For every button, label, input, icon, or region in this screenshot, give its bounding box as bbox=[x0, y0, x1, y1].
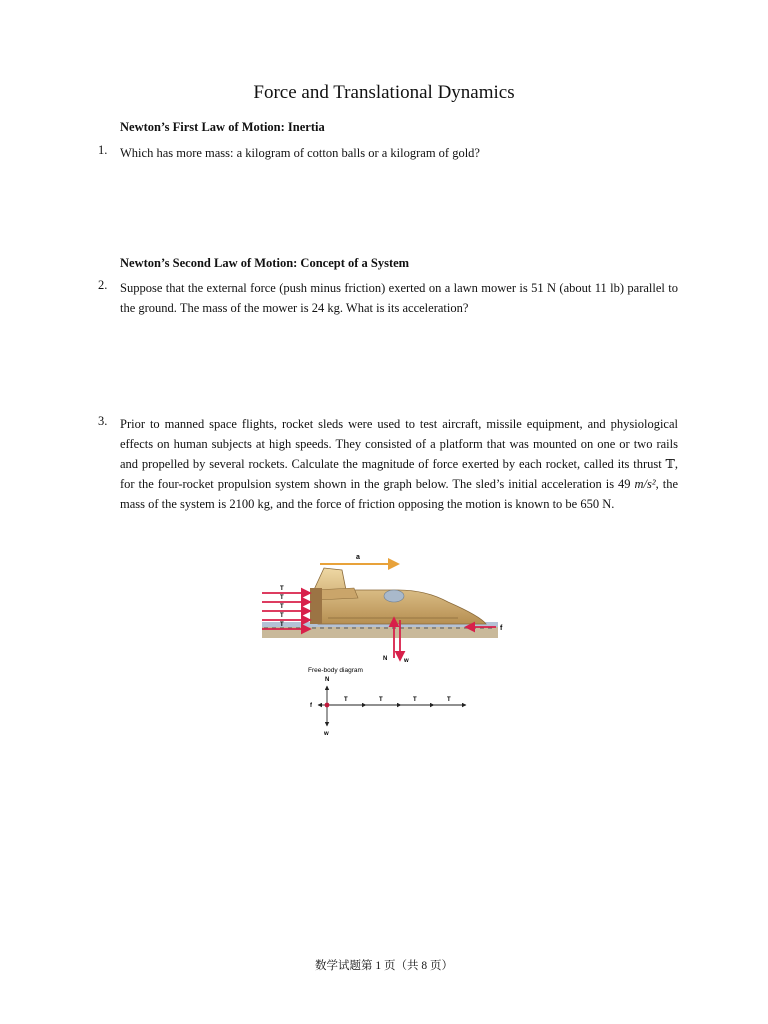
question-number: 3. bbox=[98, 414, 108, 428]
question-2 bbox=[98, 278, 678, 318]
question-number: 2. bbox=[98, 278, 108, 292]
question-text bbox=[120, 414, 678, 514]
thrust-label: T bbox=[280, 613, 284, 619]
fbd-thrust-label: T bbox=[447, 697, 451, 703]
question-number: 1. bbox=[98, 143, 108, 157]
question-text-part-a: Prior to manned space flights, rocket sleds were used to test aircraft, missile equipment, and physiological effects on human subjects at high speeds. They consisted of a platform that was mounted on one or two rails and propelled by several rockets. Calculate the magnitude of force exerted by each rocket, called its thrust 𝕋, for the four-rocket propulsion system shown in the graph below. The sled’s initial acceleration is 49 bbox=[120, 417, 678, 491]
question-text: Suppose that the external force (push minus friction) exerted on a lawn mower is 51 N (about 11 lb) parallel to the ground. The mass of the mower is 24 kg. What is its acceleration? bbox=[120, 281, 678, 315]
rocket-sled-figure bbox=[258, 546, 508, 738]
friction-label: f bbox=[500, 625, 503, 632]
fbd-friction-label: f bbox=[310, 703, 312, 709]
cockpit-canopy bbox=[384, 590, 404, 602]
rocket-pack bbox=[310, 588, 322, 624]
fbd-point-mass bbox=[325, 703, 330, 708]
thrust-label: T bbox=[280, 604, 284, 610]
fbd-thrust-label: T bbox=[413, 697, 417, 703]
question-1 bbox=[98, 143, 678, 163]
section-heading-first-law: Newton’s First Law of Motion: Inertia bbox=[120, 120, 325, 134]
fbd-title: Free-body diagram bbox=[308, 667, 363, 674]
question-3 bbox=[98, 414, 678, 514]
section-heading-second-law: Newton’s Second Law of Motion: Concept of a System bbox=[120, 256, 410, 270]
page-footer: 数学试题第 1 页（共 8 页） bbox=[315, 960, 453, 972]
fbd-normal-label: N bbox=[325, 677, 330, 683]
fbd-thrust-label: T bbox=[344, 697, 348, 703]
page-title: Force and Translational Dynamics bbox=[253, 82, 515, 103]
rocket-sled-illustration bbox=[258, 546, 508, 738]
thrust-label: T bbox=[280, 622, 284, 628]
fbd-weight-label: w bbox=[324, 731, 329, 737]
question-text: Which has more mass: a kilogram of cotton balls or a kilogram of gold? bbox=[120, 146, 480, 160]
acceleration-label: a bbox=[356, 554, 360, 561]
question-text-part-b: , the mass of the system is 2100 kg, and the force of friction opposing the motion is known to be 650 N. bbox=[120, 477, 678, 511]
acceleration-unit: m/s² bbox=[634, 477, 656, 491]
fbd-thrust-label: T bbox=[379, 697, 383, 703]
thrust-label: T bbox=[280, 595, 284, 601]
thrust-label: T bbox=[280, 586, 284, 592]
normal-label: N bbox=[383, 656, 388, 662]
weight-label: w bbox=[404, 658, 409, 664]
fbd-thrust-labels bbox=[344, 697, 451, 703]
